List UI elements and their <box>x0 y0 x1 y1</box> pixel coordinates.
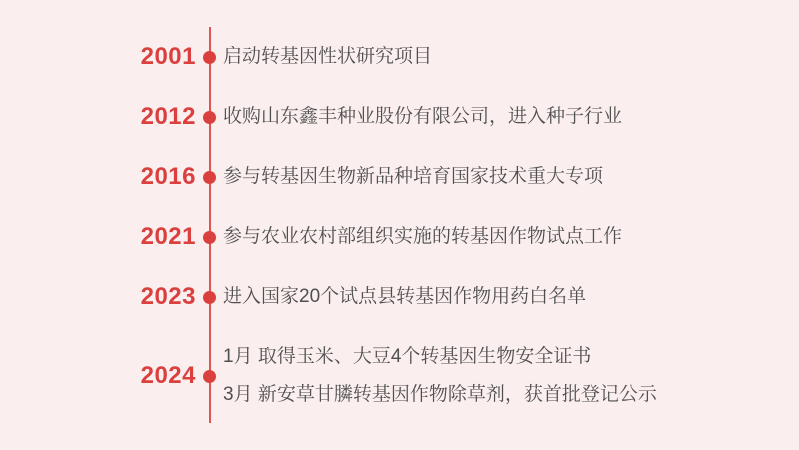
event-year: 2021 <box>140 223 196 250</box>
timeline-dot-icon <box>203 231 216 244</box>
timeline-dot-icon <box>203 51 216 64</box>
timeline-event-2001 <box>120 43 432 71</box>
event-line: 3月 新安草甘膦转基因作物除草剂，获首批登记公示 <box>223 384 657 405</box>
timeline-dot-icon <box>203 171 216 184</box>
event-line: 1月 取得玉米、大豆4个转基因生物安全证书 <box>223 346 592 367</box>
event-line: 启动转基因性状研究项目 <box>223 46 433 67</box>
event-content <box>223 225 622 249</box>
event-year: 2012 <box>140 103 196 130</box>
timeline-dot-icon <box>203 111 216 124</box>
timeline-dot-icon <box>203 370 216 383</box>
event-line: 收购山东鑫丰种业股份有限公司，进入种子行业 <box>223 106 623 127</box>
event-content <box>223 105 622 129</box>
event-content <box>223 165 603 189</box>
event-line: 参与转基因生物新品种培育国家技术重大专项 <box>223 166 604 187</box>
event-year: 2023 <box>140 283 196 310</box>
event-year: 2024 <box>140 362 196 389</box>
timeline-event-2024 <box>120 338 657 414</box>
timeline-event-2012 <box>120 103 622 131</box>
event-line: 参与农业农村部组织实施的转基因作物试点工作 <box>223 226 623 247</box>
event-line: 进入国家20个试点县转基因作物用药白名单 <box>223 286 587 307</box>
event-content <box>223 285 586 309</box>
event-year: 2001 <box>140 43 196 70</box>
event-content <box>223 338 657 414</box>
event-year: 2016 <box>140 163 196 190</box>
event-content <box>223 45 432 69</box>
timeline-event-2021 <box>120 223 622 251</box>
timeline-dot-icon <box>203 291 216 304</box>
timeline-event-2023 <box>120 283 586 311</box>
timeline-event-2016 <box>120 163 603 191</box>
